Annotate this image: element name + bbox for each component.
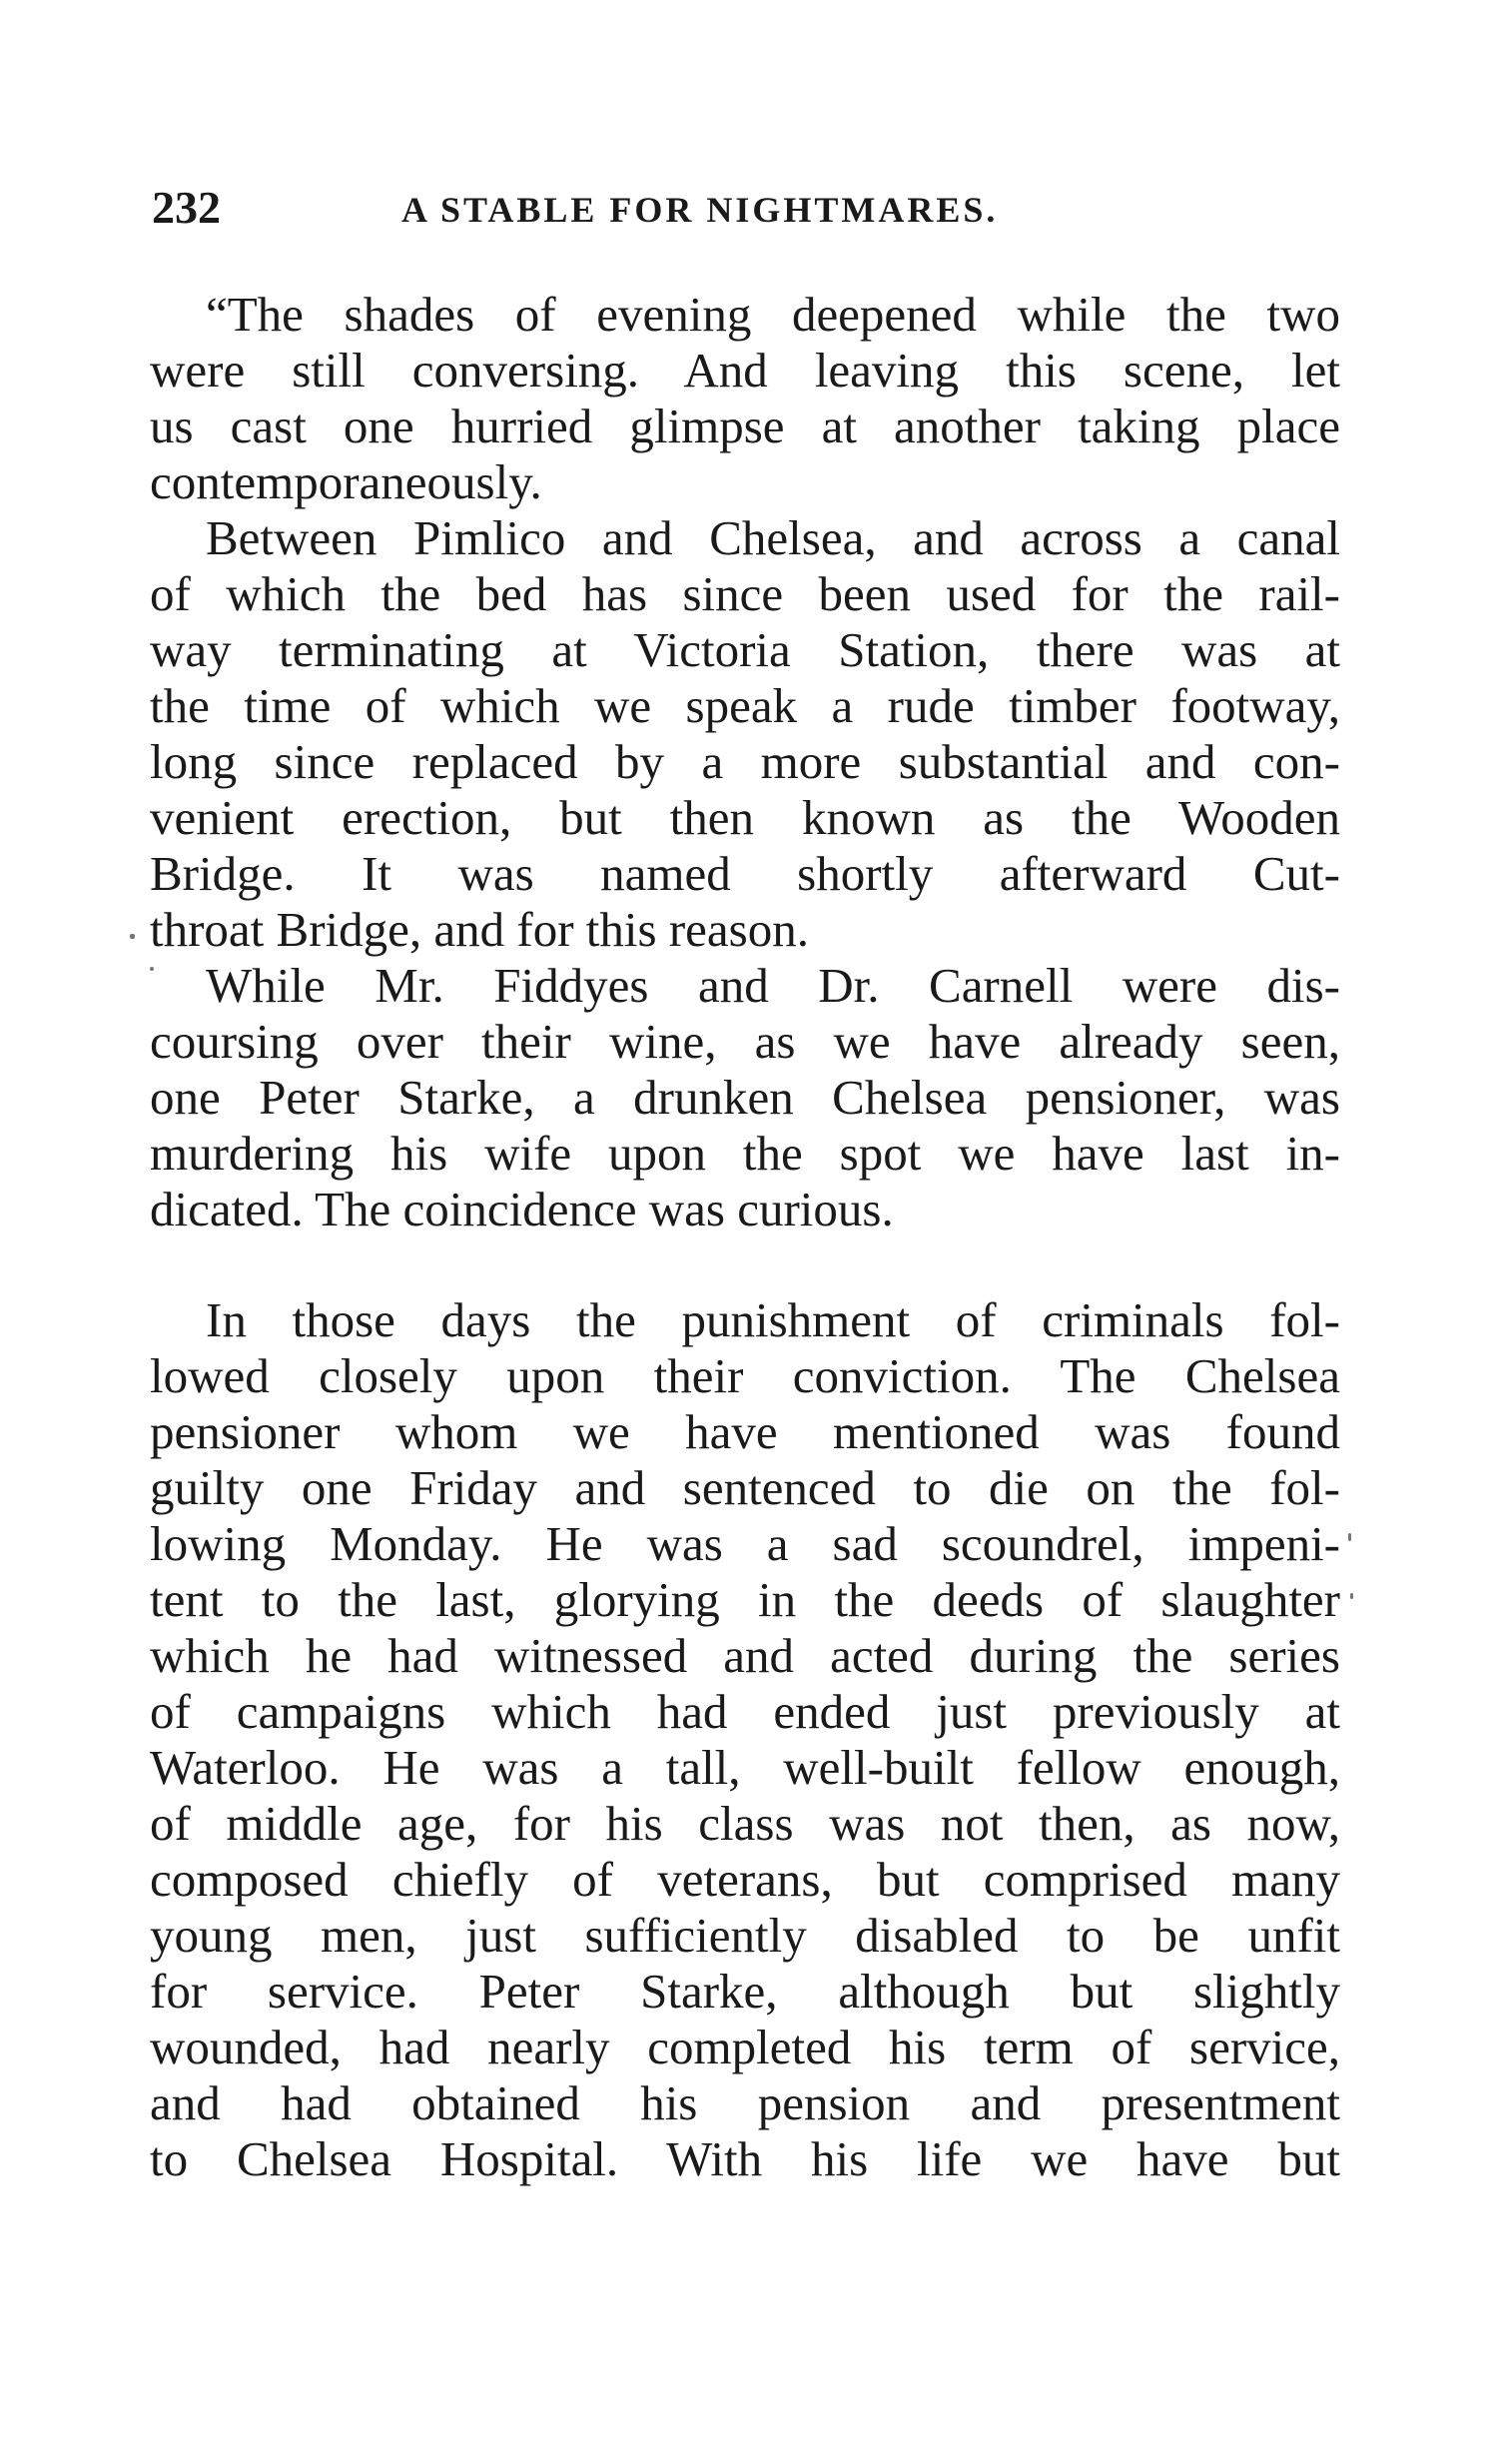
text-line: were still conversing. And leaving this scene, let	[150, 343, 1340, 398]
text-line: contemporaneously.	[150, 454, 542, 509]
text-line: long since replaced by a more substantial and con-	[150, 734, 1340, 789]
running-title: A STABLE FOR NIGHTMARES.	[401, 190, 999, 230]
page-header	[152, 178, 1338, 238]
text-line: guilty one Friday and sentenced to die on the fol-	[150, 1460, 1340, 1515]
text-line: composed chiefly of veterans, but comprised many	[150, 1852, 1340, 1907]
text-line: young men, just sufficiently disabled to be unfit	[150, 1908, 1340, 1963]
text-line: Waterloo. He was a tall, well-built fellow enough,	[150, 1740, 1340, 1795]
text-line: which he had witnessed and acted during the series	[150, 1628, 1340, 1683]
text-line: “The shades of evening deepened while the two	[206, 287, 1340, 342]
scan-speck	[1350, 1593, 1353, 1599]
text-line: lowed closely upon their conviction. The Chelsea	[150, 1348, 1340, 1403]
text-line: of campaigns which had ended just previously at	[150, 1684, 1340, 1739]
scan-speck	[1348, 1533, 1351, 1541]
text-line: for service. Peter Starke, although but slightly	[150, 1964, 1340, 2019]
text-line: of middle age, for his class was not then, as now,	[150, 1796, 1340, 1851]
text-line: Bridge. It was named shortly afterward Cut-	[150, 846, 1340, 901]
scan-speck	[150, 967, 154, 971]
text-line: way terminating at Victoria Station, there was at	[150, 622, 1340, 677]
text-line: dicated. The coincidence was curious.	[150, 1182, 894, 1236]
text-line: tent to the last, glorying in the deeds of slaughter	[150, 1572, 1340, 1627]
scan-speck	[130, 934, 135, 939]
text-line: one Peter Starke, a drunken Chelsea pensioner, was	[150, 1070, 1340, 1125]
text-line: wounded, had nearly completed his term of service,	[150, 2020, 1340, 2074]
text-line: us cast one hurried glimpse at another taking place	[150, 399, 1340, 453]
text-line: murdering his wife upon the spot we have last in-	[150, 1126, 1340, 1181]
text-line: lowing Monday. He was a sad scoundrel, impeni-	[150, 1516, 1340, 1571]
text-line: While Mr. Fiddyes and Dr. Carnell were dis-	[206, 958, 1340, 1013]
text-line: the time of which we speak a rude timber footway,	[150, 678, 1340, 733]
page-number: 232	[152, 182, 221, 233]
text-line: venient erection, but then known as the Wooden	[150, 790, 1340, 845]
text-line: pensioner whom we have mentioned was found	[150, 1404, 1340, 1459]
text-line: of which the bed has since been used for the rail-	[150, 566, 1340, 621]
text-line: Between Pimlico and Chelsea, and across a canal	[206, 510, 1340, 565]
text-line: to Chelsea Hospital. With his life we have but	[150, 2131, 1340, 2186]
text-line: throat Bridge, and for this reason.	[150, 902, 809, 957]
text-line: In those days the punishment of criminals fol-	[206, 1292, 1340, 1347]
text-line: coursing over their wine, as we have already seen,	[150, 1014, 1340, 1069]
text-line: and had obtained his pension and presentment	[150, 2075, 1340, 2130]
